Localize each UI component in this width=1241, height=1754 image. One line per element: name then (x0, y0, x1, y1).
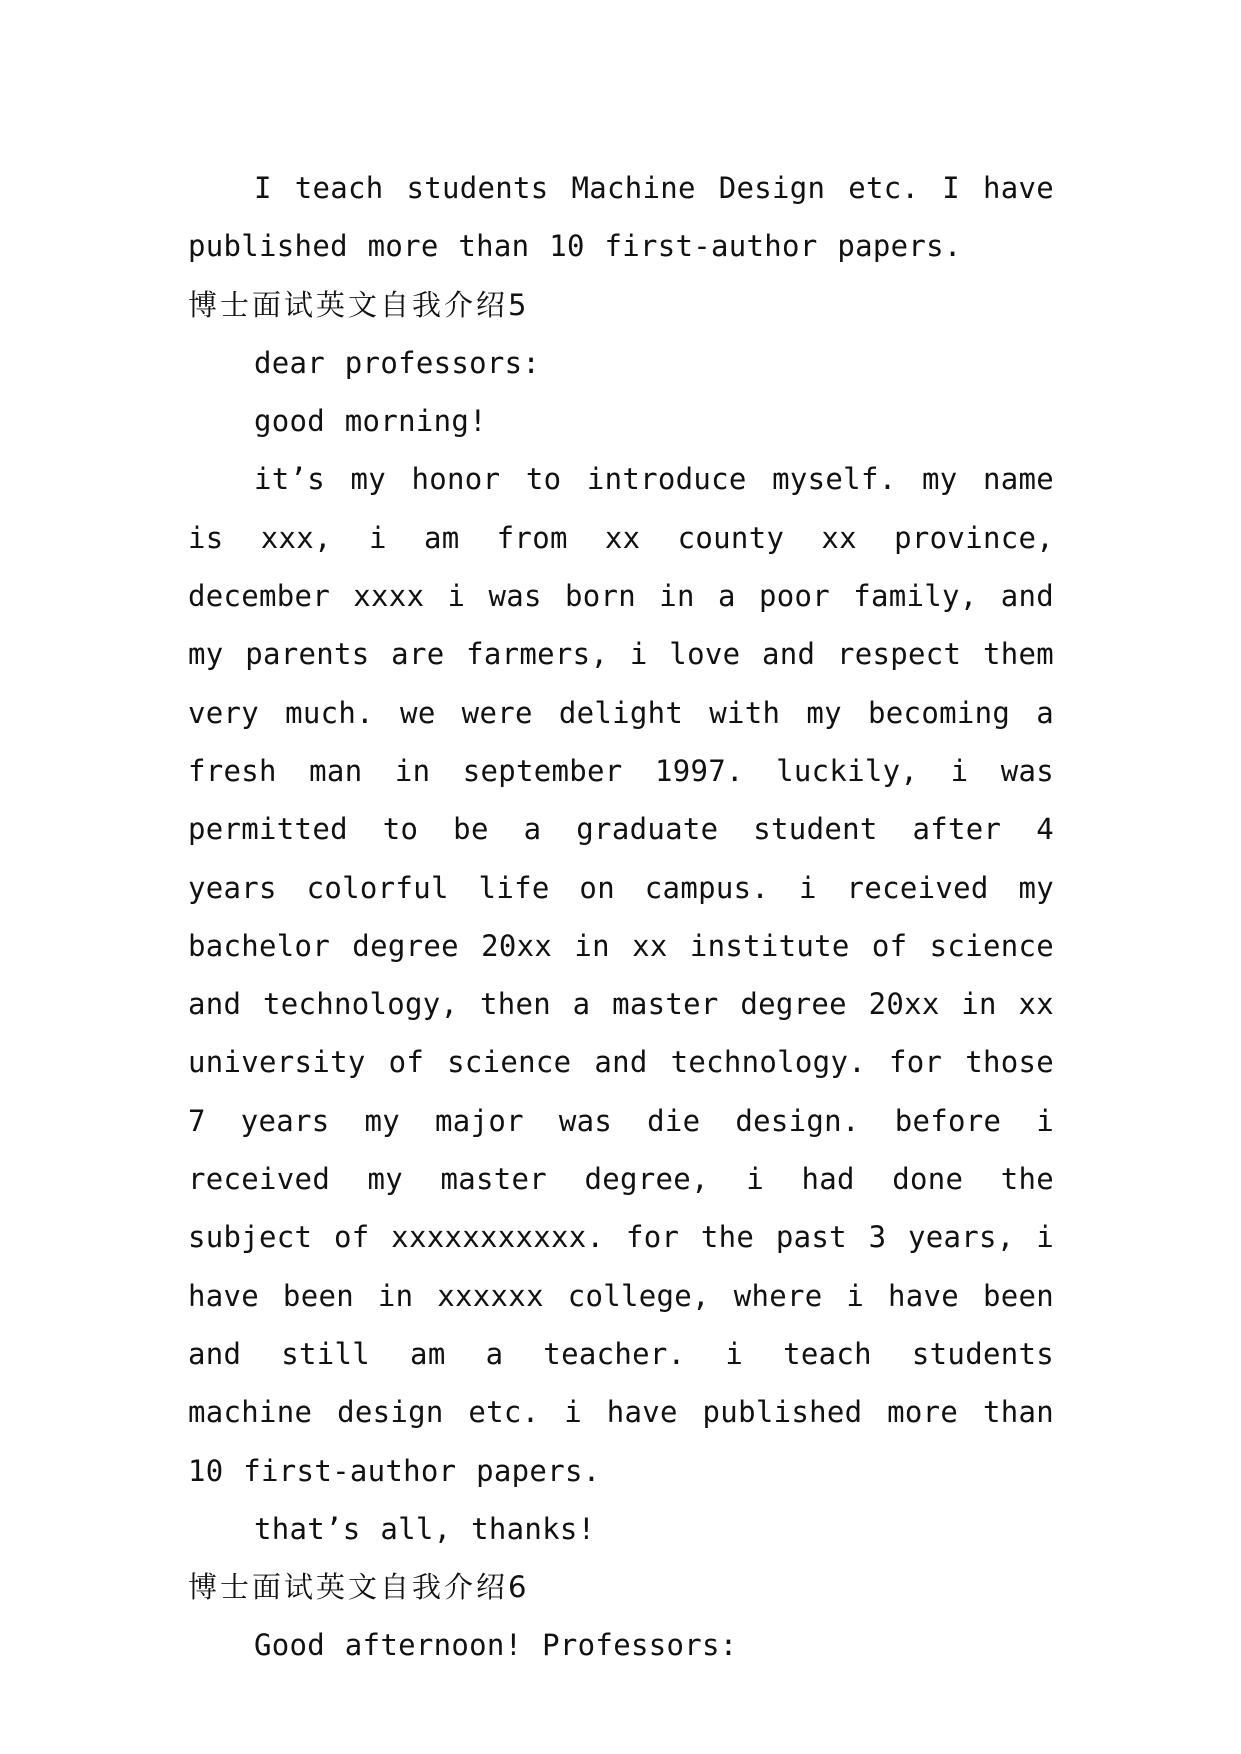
continued-paragraph: I teach students Machine Design etc. I have published more than 10 first-author papers. (188, 171, 1054, 264)
section-5-greeting: dear professors: (254, 345, 541, 380)
section-6-greeting: Good afternoon! Professors: (254, 1628, 738, 1663)
section-5-body-paragraph: it’s my honor to introduce myself. my name is xxx, i am from xx county xx province, december xxxx i was born in a poor family, and my parents are farmers, i love and respect them very much. we were delight with my becoming a fresh man in september 1997. luckily, i was permitted to be a graduate student after 4 years colorful life on campus. i received my bachelor degree 20xx in xx institute of science and technology, then a master degree 20xx in xx university of science and technology. for those 7 years my major was die design. before i received my master degree, i had done the subject of xxxxxxxxxxx. for the past 3 years, i have been in xxxxxx college, where i have been and still am a teacher. i teach students machine design etc. i have published more than 10 first-author papers. (188, 462, 1054, 1488)
section-5-salutation: good morning! (254, 404, 487, 439)
section-5-heading: 博士面试英文自我介绍5 (188, 287, 530, 322)
document-body (188, 159, 1054, 1675)
section-5-closing: that’s all, thanks! (254, 1511, 596, 1546)
section-6-heading: 博士面试英文自我介绍6 (188, 1570, 530, 1605)
